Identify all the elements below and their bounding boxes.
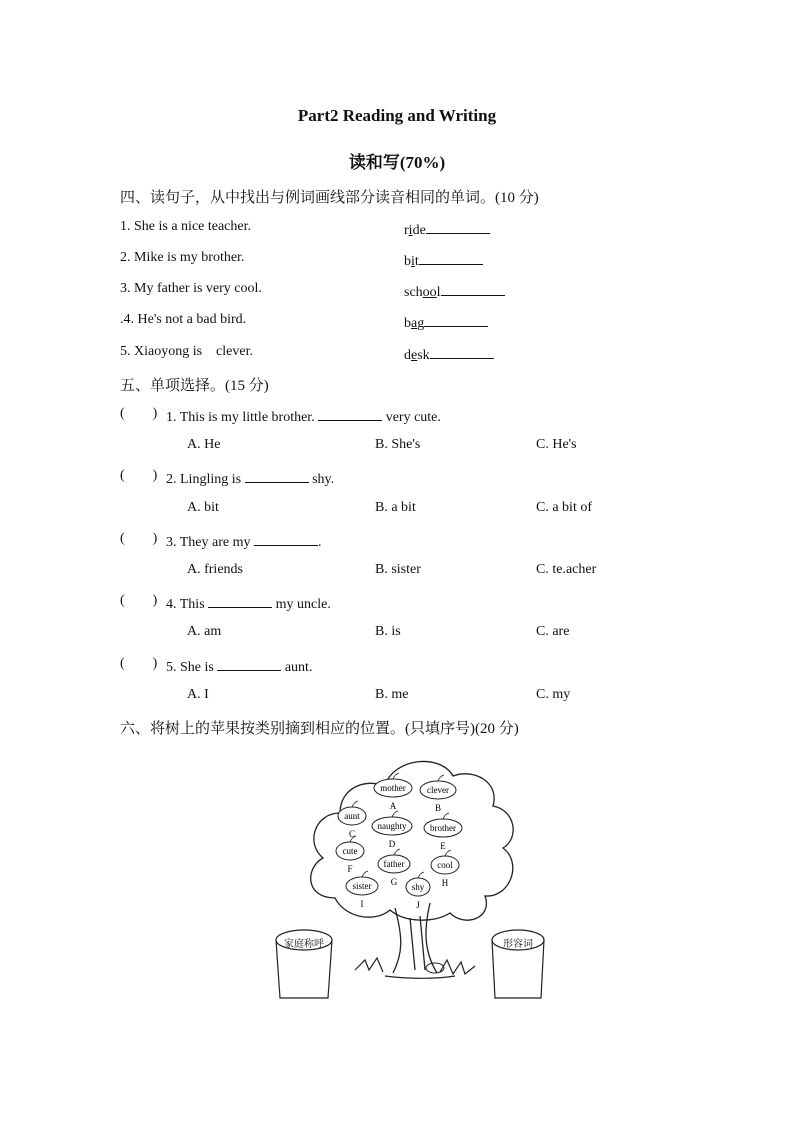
option-b[interactable]: B. is xyxy=(375,624,401,639)
s4-sentence-3: 3. My father is very cool. xyxy=(120,281,262,296)
apple-word: cool xyxy=(437,860,453,870)
page-title: Part2 Reading and Writing xyxy=(297,106,497,125)
option-a[interactable]: A. I xyxy=(187,687,209,702)
option-c[interactable]: C. te.acher xyxy=(536,562,597,577)
option-a[interactable]: A. friends xyxy=(187,562,243,577)
option-c[interactable]: C. my xyxy=(536,687,571,702)
s4-word-4: bag xyxy=(404,312,488,332)
option-b[interactable]: B. me xyxy=(375,687,409,702)
apple-letter: B xyxy=(434,803,442,813)
apple-letter: F xyxy=(347,864,353,874)
apple-letter: J xyxy=(416,900,420,910)
s4-sentence-1: 1. She is a nice teacher. xyxy=(120,219,252,234)
s4-sentence-4: .4. He's not a bad bird. xyxy=(120,312,247,327)
option-c[interactable]: C. are xyxy=(536,624,570,639)
s5-question-5: 5. She is aunt. xyxy=(166,656,312,676)
apple-letter: D xyxy=(388,839,396,849)
s5-question-1: 1. This is my little brother. very cute. xyxy=(166,406,441,426)
answer-blank[interactable] xyxy=(424,312,488,327)
answer-paren-1[interactable]: ( ) xyxy=(120,406,158,421)
apple-letter: C xyxy=(348,829,356,839)
section-4-heading: 四、读句子，从中找出与例词画线部分读音相同的单词。(10 分) xyxy=(120,190,539,206)
s4-word-5: desk xyxy=(404,344,494,364)
s4-sentence-5: 5. Xiaoyong is clever. xyxy=(120,344,253,359)
apple-letter: E xyxy=(440,841,446,851)
apple-word: aunt xyxy=(344,811,360,821)
section-5-heading: 五、单项选择。(15 分) xyxy=(120,378,269,394)
apple-letter: I xyxy=(360,899,364,909)
apple-word: mother xyxy=(380,783,406,793)
apple-word: naughty xyxy=(377,821,407,831)
option-a[interactable]: A. He xyxy=(187,437,221,452)
answer-paren-3[interactable]: ( ) xyxy=(120,531,158,546)
option-a[interactable]: A. bit xyxy=(187,500,219,515)
s5-question-3: 3. They are my . xyxy=(166,531,322,551)
apple-word: sister xyxy=(352,881,372,891)
answer-blank[interactable] xyxy=(426,219,490,234)
section-6-heading: 六、将树上的苹果按类别摘到相应的位置。(只填序号)(20 分) xyxy=(120,721,519,737)
apple-letter: A xyxy=(389,801,397,811)
apple-word: shy xyxy=(411,882,425,892)
option-c[interactable]: C. He's xyxy=(536,437,577,452)
s4-word-2: bit xyxy=(404,250,483,270)
s5-question-2: 2. Lingling is shy. xyxy=(166,468,334,488)
s4-word-1: ride xyxy=(404,219,490,239)
option-a[interactable]: A. am xyxy=(187,624,222,639)
tree-canopy xyxy=(311,761,513,920)
page-subtitle: 读和写(70%) xyxy=(348,153,446,172)
apple-word: clever xyxy=(427,785,449,795)
bucket-family-label: 家庭称呼 xyxy=(284,939,324,950)
apple-word: father xyxy=(383,859,405,869)
answer-blank[interactable] xyxy=(430,344,494,359)
answer-blank[interactable] xyxy=(419,250,483,265)
bucket-adjective-label: 形容词 xyxy=(503,939,533,950)
option-b[interactable]: B. She's xyxy=(375,437,421,452)
answer-paren-4[interactable]: ( ) xyxy=(120,593,158,608)
s4-word-3: school xyxy=(404,281,505,301)
option-b[interactable]: B. sister xyxy=(375,562,421,577)
answer-paren-5[interactable]: ( ) xyxy=(120,656,158,671)
s5-question-4: 4. This my uncle. xyxy=(166,593,331,613)
answer-blank[interactable] xyxy=(441,281,505,296)
apple-word: cute xyxy=(342,846,358,856)
apple-word: brother xyxy=(430,823,456,833)
option-c[interactable]: C. a bit of xyxy=(536,500,592,515)
answer-paren-2[interactable]: ( ) xyxy=(120,468,158,483)
s4-sentence-2: 2. Mike is my brother. xyxy=(120,250,245,265)
apple-letter: H xyxy=(441,878,449,888)
option-b[interactable]: B. a bit xyxy=(375,500,416,515)
apple-letter: G xyxy=(390,877,398,887)
